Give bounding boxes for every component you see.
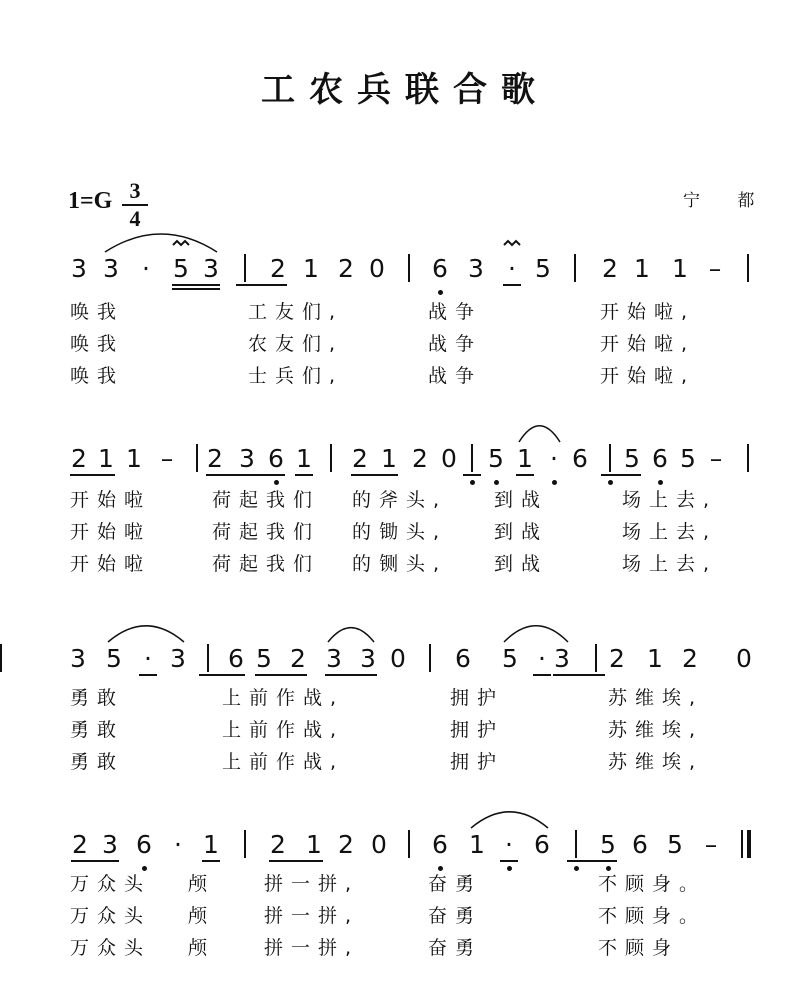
lyric-word: 上前作战, xyxy=(222,687,345,709)
note: 6 xyxy=(432,830,448,859)
slur-arc xyxy=(504,626,568,642)
lyric-word: 农友们, xyxy=(248,333,344,355)
note: 5 xyxy=(667,830,683,859)
note: 1 xyxy=(381,444,397,473)
lyric-word: 拼一拼, xyxy=(264,873,360,895)
note: 0 xyxy=(736,644,752,673)
note: 2 xyxy=(270,830,286,859)
note: 3 xyxy=(554,644,570,673)
lyric-word: 战争 xyxy=(428,333,483,355)
note: 5 xyxy=(502,644,518,673)
note: 5 xyxy=(680,444,696,473)
lyric-word: 万众头 xyxy=(70,873,152,895)
note: 1 xyxy=(469,830,485,859)
lyric-word: 战争 xyxy=(428,365,483,387)
lyric-word: 到战 xyxy=(494,521,549,543)
lyric-word: 奋勇 xyxy=(428,937,483,959)
note: – xyxy=(704,830,718,859)
place-attribution: 宁 都 xyxy=(683,191,771,211)
lyric-word: 勇敢 xyxy=(70,719,125,741)
lyric-word: 拥护 xyxy=(450,719,505,741)
note: 5 xyxy=(600,830,616,859)
lyric-word: 的锄头, xyxy=(352,521,448,543)
slur-arc xyxy=(471,812,548,828)
lyric-word: 奋勇 xyxy=(428,905,483,927)
lyric-word: 开始啦 xyxy=(70,489,152,511)
note: · xyxy=(550,444,558,473)
time-signature-top: 3 xyxy=(129,178,141,203)
note: 1 xyxy=(126,444,142,473)
note: 3 xyxy=(102,830,118,859)
slur-arc xyxy=(328,628,374,642)
note: 3 xyxy=(71,254,87,283)
lyric-word: 战争 xyxy=(428,301,483,323)
lyric-word: 场上去, xyxy=(622,489,718,511)
note: 6 xyxy=(455,644,471,673)
note: · xyxy=(144,644,152,673)
note: 5 xyxy=(256,644,272,673)
note: – xyxy=(708,254,722,283)
lyric-word: 苏维埃, xyxy=(608,687,704,709)
lyric-word: 勇敢 xyxy=(70,751,125,773)
lyric-word: 颅 xyxy=(188,937,216,959)
lyric-word: 不顾身。 xyxy=(598,905,707,927)
note: 2 xyxy=(602,254,618,283)
lyric-word: 拥护 xyxy=(450,751,505,773)
lyric-word: 荷起我们 xyxy=(212,553,321,575)
note: 2 xyxy=(71,444,87,473)
note: 0 xyxy=(369,254,385,283)
lyric-word: 的铡头, xyxy=(352,553,448,575)
lyric-word: 万众头 xyxy=(70,905,152,927)
lyric-word: 不顾身。 xyxy=(598,873,707,895)
note: 2 xyxy=(207,444,223,473)
note: · xyxy=(538,644,546,673)
lyric-word: 上前作战, xyxy=(222,751,345,773)
lyric-word: 场上去, xyxy=(622,521,718,543)
note: 5 xyxy=(488,444,504,473)
lyric-word: 唤我 xyxy=(70,365,125,387)
note: 6 xyxy=(572,444,588,473)
note: 5 xyxy=(106,644,122,673)
note: 0 xyxy=(441,444,457,473)
note: 5 xyxy=(535,254,551,283)
note: 6 xyxy=(268,444,284,473)
note: · xyxy=(174,830,182,859)
note: 3 xyxy=(170,644,186,673)
note: · xyxy=(508,254,516,283)
key-signature: 1=G xyxy=(68,188,113,214)
note: 5 xyxy=(624,444,640,473)
lyric-word: 勇敢 xyxy=(70,687,125,709)
note: 3 xyxy=(239,444,255,473)
note: 3 xyxy=(70,644,86,673)
note: 6 xyxy=(136,830,152,859)
lyric-word: 士兵们, xyxy=(248,365,344,387)
note: 2 xyxy=(412,444,428,473)
slur-arc xyxy=(519,426,560,442)
lyric-word: 奋勇 xyxy=(428,873,483,895)
lyric-word: 苏维埃, xyxy=(608,719,704,741)
note: 6 xyxy=(228,644,244,673)
lyric-word: 荷起我们 xyxy=(212,521,321,543)
lyric-word: 到战 xyxy=(494,489,549,511)
song-title: 工农兵联合歌 xyxy=(261,70,549,110)
note: 2 xyxy=(290,644,306,673)
time-signature-bottom: 4 xyxy=(129,206,141,231)
note: 1 xyxy=(203,830,219,859)
lyric-word: 开始啦, xyxy=(600,365,696,387)
note: 0 xyxy=(371,830,387,859)
lyric-word: 唤我 xyxy=(70,301,125,323)
note: · xyxy=(142,254,150,283)
note: 3 xyxy=(203,254,219,283)
note: 2 xyxy=(72,830,88,859)
lyric-word: 上前作战, xyxy=(222,719,345,741)
note: 3 xyxy=(468,254,484,283)
note: 1 xyxy=(303,254,319,283)
note: 0 xyxy=(390,644,406,673)
note: 2 xyxy=(609,644,625,673)
note: 1 xyxy=(647,644,663,673)
lyric-word: 拼一拼, xyxy=(264,937,360,959)
note: 6 xyxy=(652,444,668,473)
lyric-word: 开始啦 xyxy=(70,521,152,543)
lyric-word: 苏维埃, xyxy=(608,751,704,773)
slur-arc xyxy=(105,234,217,252)
note: 1 xyxy=(672,254,688,283)
lyric-word: 场上去, xyxy=(622,553,718,575)
lyric-word: 唤我 xyxy=(70,333,125,355)
note: – xyxy=(709,444,723,473)
note: 2 xyxy=(682,644,698,673)
note: · xyxy=(505,830,513,859)
lyric-word: 开始啦, xyxy=(600,333,696,355)
lyric-word: 万众头 xyxy=(70,937,152,959)
note: 6 xyxy=(534,830,550,859)
slur-arc xyxy=(108,626,184,642)
note: 5 xyxy=(173,254,189,283)
note: 1 xyxy=(517,444,533,473)
note: 3 xyxy=(326,644,342,673)
lyric-word: 荷起我们 xyxy=(212,489,321,511)
note: 6 xyxy=(432,254,448,283)
note: 3 xyxy=(103,254,119,283)
lyric-word: 拥护 xyxy=(450,687,505,709)
note: 2 xyxy=(352,444,368,473)
lyric-word: 的斧头, xyxy=(352,489,448,511)
note: 1 xyxy=(98,444,114,473)
note: 6 xyxy=(632,830,648,859)
mordent-mark xyxy=(504,241,520,245)
lyric-word: 到战 xyxy=(494,553,549,575)
note: – xyxy=(160,444,174,473)
note: 2 xyxy=(338,830,354,859)
note: 3 xyxy=(360,644,376,673)
note: 2 xyxy=(270,254,286,283)
lyric-word: 工友们, xyxy=(248,301,344,323)
note: 1 xyxy=(296,444,312,473)
lyric-word: 颅 xyxy=(188,873,216,895)
note: 2 xyxy=(338,254,354,283)
lyric-word: 开始啦, xyxy=(600,301,696,323)
lyric-word: 颅 xyxy=(188,905,216,927)
lyric-word: 拼一拼, xyxy=(264,905,360,927)
note: 1 xyxy=(306,830,322,859)
mordent-mark xyxy=(173,241,189,245)
lyric-word: 开始啦 xyxy=(70,553,152,575)
lyric-word: 不顾身 xyxy=(598,937,680,959)
note: 1 xyxy=(634,254,650,283)
